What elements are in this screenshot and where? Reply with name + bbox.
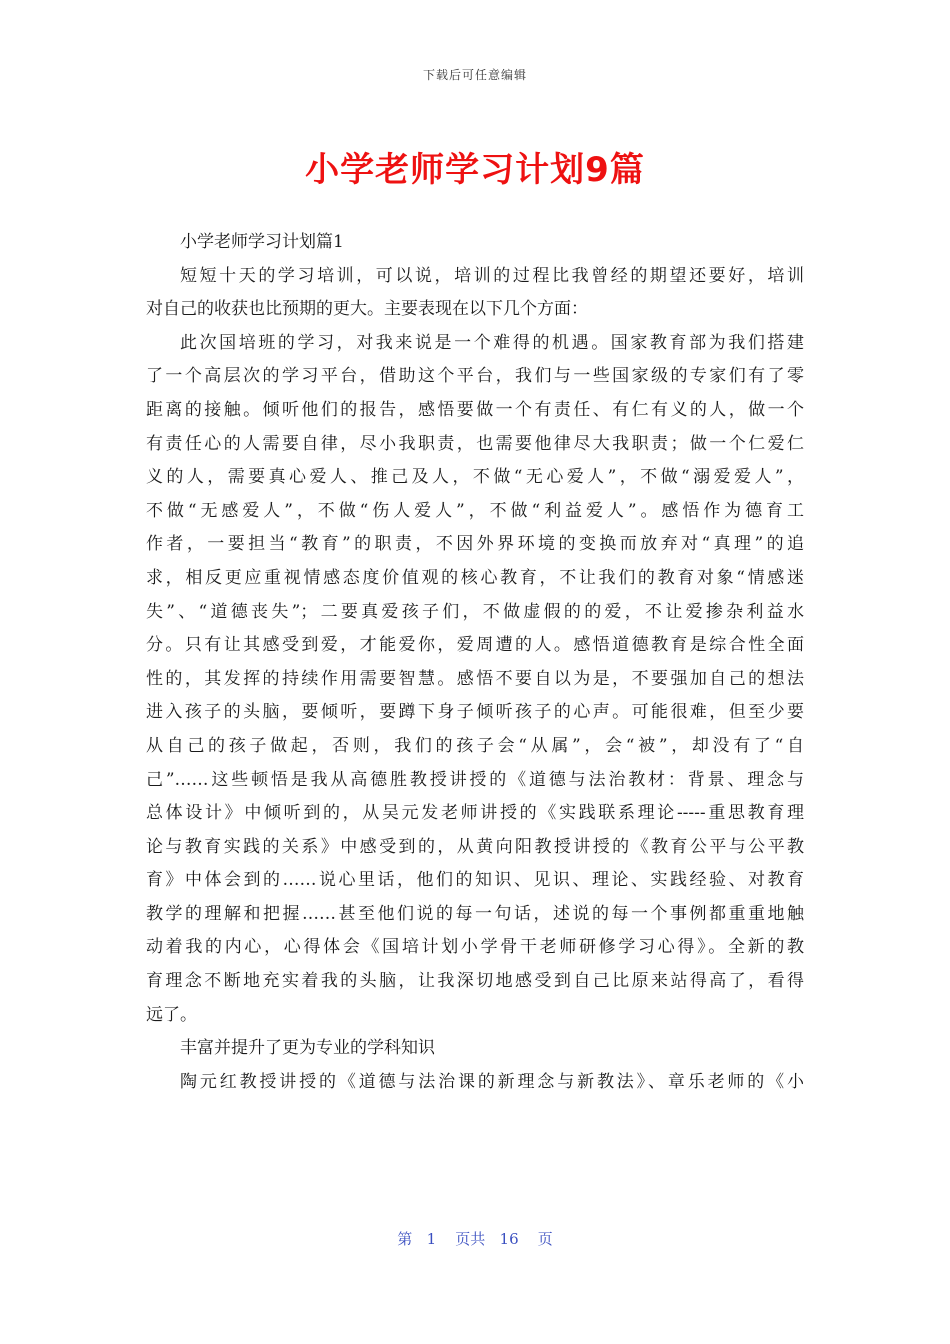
- body-line: 陶元红教授讲授的《道德与法治课的新理念与新教法》、章乐老师的《小: [180, 1071, 804, 1092]
- body-line: 从自己的孩子做起，否则，我们的孩子会“从属”，会“被”，却没有了“自: [146, 735, 804, 756]
- body-line: 对自己的收获也比预期的更大。主要表现在以下几个方面：: [146, 299, 588, 320]
- footer-label-end: 页: [537, 1230, 553, 1248]
- body-line: 义的人，需要真心爱人、推己及人，不做“无心爱人”，不做“溺爱爱人”，: [146, 467, 804, 488]
- page-header-note: 下载后可任意编辑: [422, 68, 527, 82]
- body-line: 不做“无感爱人”，不做“伤人爱人”，不做“利益爱人”。感悟作为德育工: [146, 500, 804, 521]
- body-line: 进入孩子的头脑，要倾听，要蹲下身子倾听孩子的心声。可能很难，但至少要: [146, 702, 804, 723]
- section-heading: 小学老师学习计划篇1: [180, 232, 344, 252]
- footer-current-page: 1: [426, 1230, 437, 1248]
- body-line: 有责任心的人需要自律，尽小我职责，也需要他律尽大我职责；做一个仁爱仁: [146, 433, 804, 454]
- body-line: 己”……这些顿悟是我从高德胜教授讲授的《道德与法治教材：背景、理念与: [146, 769, 804, 790]
- body-line: 作者，一要担当“教育”的职责，不因外界环境的变换而放弃对“真理”的追: [146, 534, 804, 555]
- body-line: 距离的接触。倾听他们的报告，感悟要做一个有责任、有仁有义的人，做一个: [146, 399, 804, 420]
- body-line: 此次国培班的学习，对我来说是一个难得的机遇。国家教育部为我们搭建: [180, 332, 804, 353]
- body-line: 总体设计》中倾听到的，从吴元发老师讲授的《实践联系理论-----重思教育理: [146, 803, 804, 824]
- body-line: 失”、“道德丧失”；二要真爱孩子们，不做虚假的的爱，不让爱掺杂利益水: [146, 601, 804, 622]
- body-line: 丰富并提升了更为专业的学科知识: [180, 1038, 435, 1059]
- body-line: 动着我的内心，心得体会《国培计划小学骨干老师研修学习心得》。全新的教: [146, 937, 804, 958]
- body-line: 教学的理解和把握……甚至他们说的每一句话，述说的每一个事例都重重地触: [146, 903, 804, 924]
- body-line: 育理念不断地充实着我的头脑，让我深切地感受到自己比原来站得高了，看得: [146, 971, 804, 992]
- body-line: 短短十天的学习培训，可以说，培训的过程比我曾经的期望还要好，培训: [180, 265, 804, 286]
- body-line: 远了。: [146, 1004, 197, 1025]
- body-line: 育》中体会到的……说心里话，他们的知识、见识、理论、实践经验、对教育: [146, 870, 804, 891]
- document-title: 小学老师学习计划9篇: [305, 150, 645, 190]
- body-line: 性的，其发挥的持续作用需要智慧。感悟不要自以为是，不要强加自己的想法: [146, 668, 804, 689]
- body-line: 论与教育实践的关系》中感受到的，从黄向阳教授讲授的《教育公平与公平教: [146, 836, 804, 857]
- footer-label-page: 第: [397, 1230, 413, 1248]
- body-line: 了一个高层次的学习平台，借助这个平台，我们与一些国家级的专家们有了零: [146, 366, 804, 387]
- document-body: [146, 226, 804, 1099]
- body-line: 分。只有让其感受到爱，才能爱你，爱周遭的人。感悟道德教育是综合性全面: [146, 635, 804, 656]
- page-footer: [0, 1228, 950, 1249]
- footer-label-of: 页共: [455, 1230, 486, 1248]
- body-line: 求，相反更应重视情感态度价值观的核心教育，不让我们的教育对象“情感迷: [146, 567, 804, 588]
- footer-total-pages: 16: [499, 1230, 519, 1248]
